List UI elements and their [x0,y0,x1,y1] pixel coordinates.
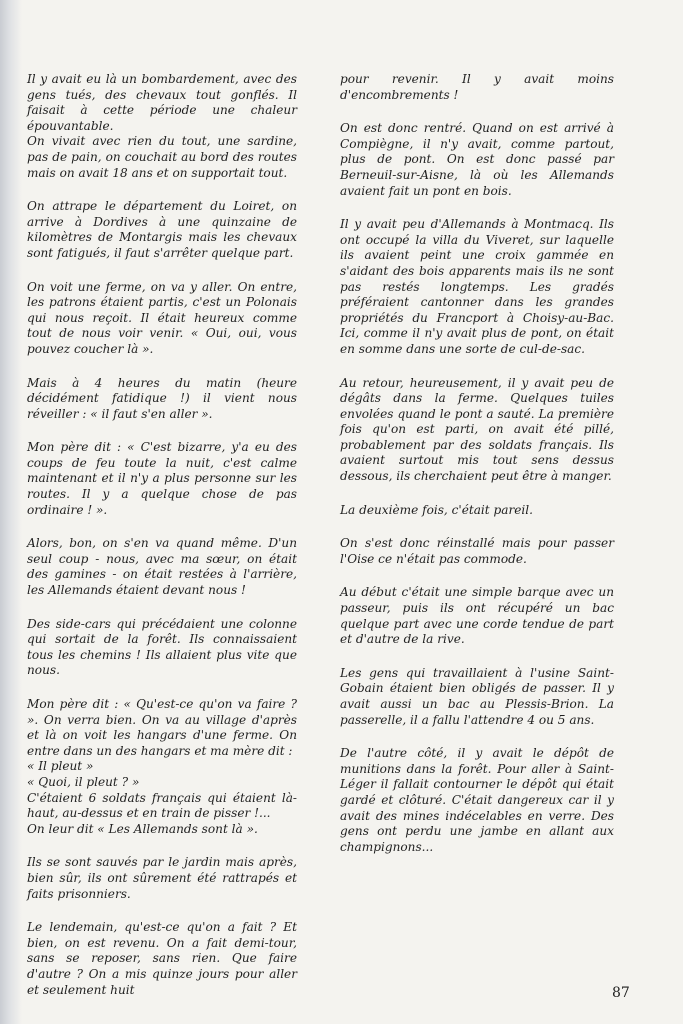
paragraph: Le lendemain, qu'est-ce qu'on a fait ? Et bien, on est revenu. On a fait demi-tour, sans se reposer, sans rien. Que faire d'autre ? On a mis quinze jours pour aller et seulement huit [27,920,297,997]
paragraph: On voit une ferme, on va y aller. On entre, les patrons étaient partis, c'est un Polonais qui nous reçoit. Il était heureux comme tout de nous voir venir. « Oui, oui, vous pouvez coucher là ». [27,279,297,356]
left-text-column [27,72,297,1016]
paragraph: La deuxième fois, c'était pareil. [340,502,533,517]
paragraph: On attrape le département du Loiret, on arrive à Dordives à une quinzaine de kilomètres de Montargis mais les chevaux sont fatigués, il faut s'arrêter quelque part. [27,199,297,260]
paragraph: Au retour, heureusement, il y avait peu de dégâts dans la ferme. Quelques tuiles envolées quand le pont a sauté. La première fois qu'on est parti, on avait été pillé, probablement par des soldats français. Ils avaient surtout mis tout sens dessus dessous, ils cherchaient peut être à manger. [340,375,614,484]
paragraph: Des side-cars qui précédaient une colonne qui sortait de la forêt. Ils connaissaient tous les chemins ! Ils allaient plus vite que nous. [27,616,297,678]
paragraph: Mon père dit : « C'est bizarre, y'a eu des coups de feu toute la nuit, c'est calme maintenant et il n'y a plus personne sur les routes. Il y a quelque chose de pas ordinaire ! ». [27,440,297,517]
paragraph: pour revenir. Il y avait moins d'encombrements ! [340,72,614,102]
paragraph: Les gens qui travaillaient à l'usine Saint-Gobain étaient bien obligés de passer. Il y avait aussi un bac au Plessis-Brion. La passerelle, il a fallu l'attendre 4 ou 5 ans. [340,665,614,727]
book-spine-shadow [0,0,22,1024]
paragraph: Mais à 4 heures du matin (heure décidément fatidique !) il vient nous réveiller : « il faut s'en aller ». [27,375,297,421]
page-number: 87 [612,985,630,1001]
paragraph: On s'est donc réinstallé mais pour passer l'Oise ce n'était pas commode. [340,536,614,566]
paragraph: Ils se sont sauvés par le jardin mais après, bien sûr, ils ont sûrement été rattrapés et faits prisonniers. [27,855,297,901]
paragraph: Mon père dit : « Qu'est-ce qu'on va faire ? ». On verra bien. On va au village d'après et là on voit les hangars d'une ferme. On entre dans un des hangars et ma mère dit : « Il pleut » « Quoi, il pleut ? » C'étaient 6 soldats français qui étaient là-haut, au-dessus et en train de pisser !... On leur dit « Les Allemands sont là ». [27,697,297,836]
right-text-column [340,72,614,873]
paragraph: Il y avait eu là un bombardement, avec des gens tués, des chevaux tout gonflés. Il faisait à cette période une chaleur épouvantable. On vivait avec rien du tout, une sardine, pas de pain, on couchait au bord des routes mais on avait 18 ans et on supportait tout. [27,72,297,180]
paragraph: Au début c'était une simple barque avec un passeur, puis ils ont récupéré un bac quelque part avec une corde tendue de part et d'autre de la rive. [340,585,614,647]
paragraph: On est donc rentré. Quand on est arrivé à Compiègne, il n'y avait, comme partout, plus de pont. On est donc passé par Berneuil-sur-Aisne, là où les Allemands avaient fait un pont en bois. [340,121,614,198]
paragraph: Alors, bon, on s'en va quand même. D'un seul coup - nous, avec ma sœur, on était des gamines - on était restées à l'arrière, les Allemands étaient devant nous ! [27,536,297,598]
paragraph: De l'autre côté, il y avait le dépôt de munitions dans la forêt. Pour aller à Saint-Léger il fallait contourner le dépôt qui était gardé et clôturé. C'était dangereux car il y avait des mines indécelables en verre. Des gens ont perdu une jambe en allant aux champignons... [340,746,614,854]
paragraph: Il y avait peu d'Allemands à Montmacq. Ils ont occupé la villa du Viveret, sur laquelle ils avaient peint une croix gammée en s'aidant des bois apparents mais ils ne sont pas restés longtemps. Les gradés préféraient cantonner dans les grandes propriétés du Francport à Choisy-au-Bac. Ici, comme il n'y avait plus de pont, on était en somme dans une sorte de cul-de-sac. [340,217,614,356]
